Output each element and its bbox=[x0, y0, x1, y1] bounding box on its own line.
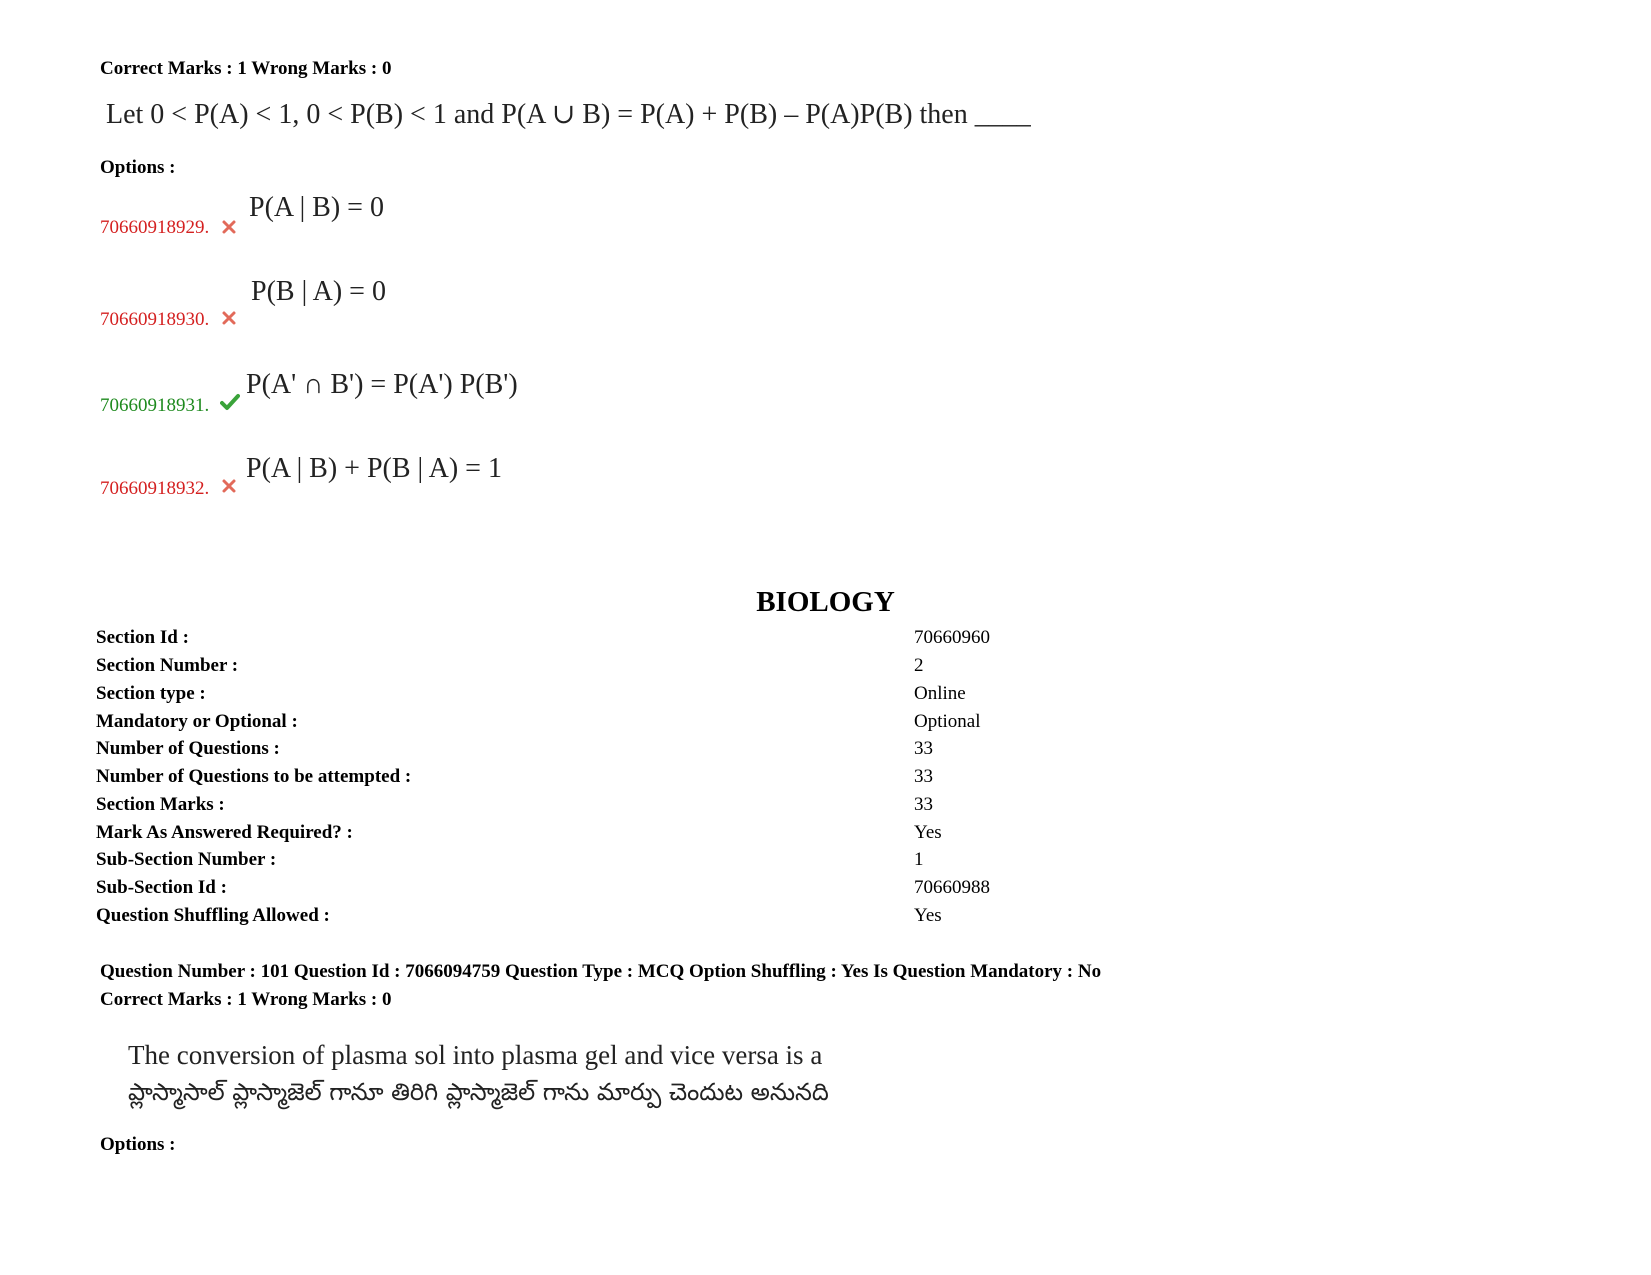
info-label: Section Id : bbox=[96, 627, 189, 648]
info-label: Section Number : bbox=[96, 655, 239, 676]
cross-icon bbox=[221, 477, 237, 495]
info-value: 70660960 bbox=[914, 627, 990, 648]
question-text-telugu: ప్లాస్మాసాల్ ప్లాస్మాజెల్ గానూ తిరిగి ప్లాస్మాజెల్ గాను మార్పు చెందుట అనునది bbox=[128, 1078, 829, 1106]
info-row bbox=[96, 627, 1296, 655]
info-label: Section Marks : bbox=[96, 794, 225, 815]
check-icon bbox=[220, 393, 240, 416]
info-label: Section type : bbox=[96, 683, 206, 704]
question-text: Let 0 < P(A) < 1, 0 < P(B) < 1 and P(A ∪ B) = P(A) + P(B) – P(A)P(B) then ____ bbox=[106, 99, 1031, 130]
info-value: 33 bbox=[914, 738, 933, 759]
info-label: Sub-Section Id : bbox=[96, 877, 227, 898]
info-label: Mark As Answered Required? : bbox=[96, 822, 353, 843]
info-value: 70660988 bbox=[914, 877, 990, 898]
info-label: Number of Questions : bbox=[96, 738, 280, 759]
option-text: P(A | B) + P(B | A) = 1 bbox=[246, 453, 502, 484]
info-value: 33 bbox=[914, 794, 933, 815]
info-row bbox=[96, 655, 1296, 683]
info-row bbox=[96, 822, 1296, 850]
option-text: P(A' ∩ B') = P(A') P(B') bbox=[246, 369, 518, 400]
info-row bbox=[96, 683, 1296, 711]
marks-line: Correct Marks : 1 Wrong Marks : 0 bbox=[100, 989, 392, 1010]
info-value: Optional bbox=[914, 711, 981, 732]
option-id: 70660918932. bbox=[100, 478, 210, 499]
info-value: 2 bbox=[914, 655, 924, 676]
option-text: P(A | B) = 0 bbox=[249, 192, 384, 223]
options-label: Options : bbox=[100, 1134, 176, 1155]
option-text: P(B | A) = 0 bbox=[251, 276, 386, 307]
option-id: 70660918929. bbox=[100, 217, 210, 238]
option-id: 70660918931. bbox=[100, 395, 210, 416]
info-value: Yes bbox=[914, 822, 942, 843]
info-row bbox=[96, 905, 1296, 933]
info-label: Question Shuffling Allowed : bbox=[96, 905, 330, 926]
section-title: BIOLOGY bbox=[756, 586, 895, 618]
info-row bbox=[96, 849, 1296, 877]
cross-icon bbox=[221, 218, 237, 236]
info-row bbox=[96, 877, 1296, 905]
info-row bbox=[96, 711, 1296, 739]
info-value: Yes bbox=[914, 905, 942, 926]
marks-line: Correct Marks : 1 Wrong Marks : 0 bbox=[100, 58, 392, 79]
cross-icon bbox=[221, 309, 237, 327]
info-value: 33 bbox=[914, 766, 933, 787]
info-row bbox=[96, 738, 1296, 766]
info-row bbox=[96, 766, 1296, 794]
info-label: Number of Questions to be attempted : bbox=[96, 766, 412, 787]
info-value: Online bbox=[914, 683, 966, 704]
info-value: 1 bbox=[914, 849, 924, 870]
option-id: 70660918930. bbox=[100, 309, 210, 330]
question-text-english: The conversion of plasma sol into plasma gel and vice versa is a bbox=[128, 1040, 823, 1070]
info-label: Mandatory or Optional : bbox=[96, 711, 298, 732]
options-label: Options : bbox=[100, 157, 176, 178]
question-header: Question Number : 101 Question Id : 7066094759 Question Type : MCQ Option Shuffling : Yes Is Question Mandatory : No bbox=[100, 961, 1102, 982]
info-row bbox=[96, 794, 1296, 822]
info-label: Sub-Section Number : bbox=[96, 849, 277, 870]
